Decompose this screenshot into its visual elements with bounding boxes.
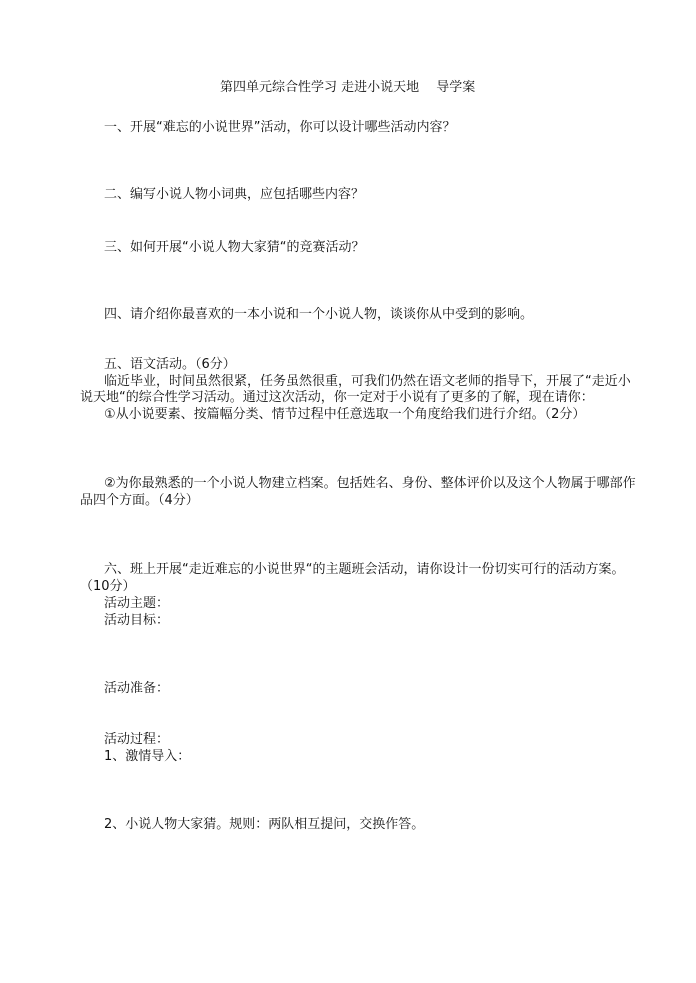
question-5-intro-line-2: 说天地“的综合性学习活动。通过这次活动，你一定对于小说有了更多的了解，现在请你： — [80, 390, 594, 405]
question-5-task-2-line-2: 品四个方面。（4分） — [80, 493, 199, 508]
question-5-task-1: ①从小说要素、按篇幅分类、情节过程中任意选取一个角度给我们进行介绍。（2分） — [104, 407, 586, 422]
question-6-line-2: （10分） — [80, 579, 136, 594]
activity-prep-label: 活动准备： — [104, 681, 170, 696]
question-5-intro-line-1: 临近毕业，时间虽然很紧，任务虽然很重，可我们仍然在语文老师的指导下，开展了“走近小 — [104, 374, 631, 389]
question-5-task-2-line-1: ②为你最熟悉的一个小说人物建立档案。包括姓名、身份、整体评价以及这个人物属于哪部作 — [104, 476, 636, 491]
activity-step-2: 2、小说人物大家猜。规则：两队相互提问，交换作答。 — [104, 817, 425, 832]
question-2: 二、编写小说人物小词典，应包括哪些内容？ — [104, 187, 365, 202]
question-6-line-1: 六、班上开展“走近难忘的小说世界“的主题班会活动，请你设计一份切实可行的活动方案。 — [104, 562, 625, 577]
activity-process-label: 活动过程： — [104, 732, 170, 747]
question-5-heading: 五、语文活动。（6分） — [104, 357, 236, 372]
page-title: 第四单元综合性学习 走进小说天地 导学案 — [220, 80, 476, 95]
activity-goal-label: 活动目标： — [104, 613, 170, 628]
question-4: 四、请介绍你最喜欢的一本小说和一个小说人物，谈谈你从中受到的影响。 — [104, 307, 534, 322]
activity-theme-label: 活动主题： — [104, 596, 170, 611]
question-3: 三、如何开展“小说人物大家猜“的竞赛活动？ — [104, 240, 365, 255]
question-1: 一、开展“难忘的小说世界”活动，你可以设计哪些活动内容？ — [104, 120, 456, 135]
activity-step-1: 1、激情导入： — [104, 749, 191, 764]
